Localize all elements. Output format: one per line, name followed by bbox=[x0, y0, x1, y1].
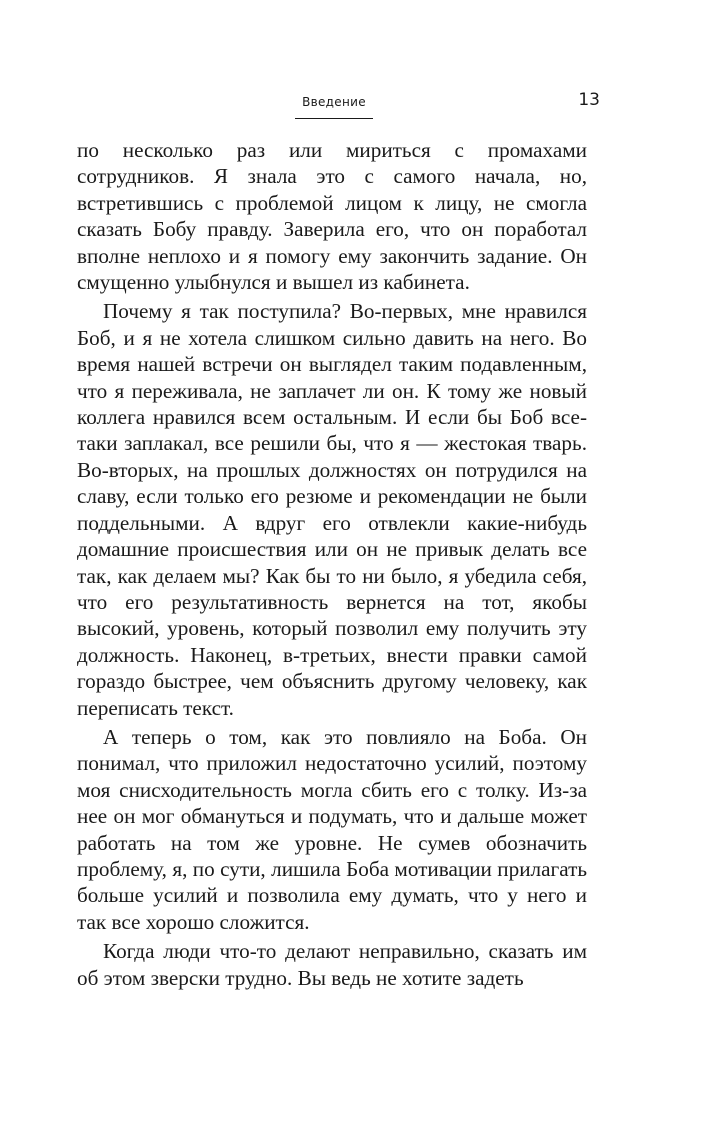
paragraph-4: Когда люди что-то делают неправильно, сказать им об этом зверски трудно. Вы ведь не хотите задеть bbox=[77, 939, 587, 990]
paragraph-1: по несколько раз или мириться с промахами сотрудников. Я знала это с самого начала, но, встретившись с проблемой лицом к лицу, не смогла сказать Бобу правду. Заверила его, что он поработал вполне неплохо и я помогу ему закончить задание. Он смущенно улыбнулся и вышел из кабинета. bbox=[77, 138, 587, 295]
page-number: 13 bbox=[578, 90, 600, 110]
paragraph-2: Почему я так поступила? Во-первых, мне нравился Боб, и я не хотела слишком сильно давить на него. Во время нашей встречи он выглядел таким подавленным, что я переживала, не заплачет ли он. К тому же новый коллега нравился всем остальным. И если бы Боб все-таки заплакал, все решили бы, что я — жестокая тварь. Во-вторых, на прошлых должностях он потрудился на славу, если только его резюме и рекомендации не были поддельными. А вдруг его отвлекли какие-нибудь домашние происшествия или он не привык делать все так, как делаем мы? Как бы то ни было, я убедила себя, что его результативность вернется на тот, якобы высокий, уровень, который позволил ему получить эту должность. Наконец, в-третьих, внести правки самой гораздо быстрее, чем объяснить другому человеку, как переписать текст. bbox=[77, 299, 587, 720]
running-head-rule bbox=[295, 118, 373, 119]
running-head: Введение bbox=[302, 95, 366, 109]
body-text bbox=[77, 137, 587, 991]
paragraph-3: А теперь о том, как это повлияло на Боба. Он понимал, что приложил недостаточно усилий, поэтому моя снисходительность могла сбить его с толку. Из-за нее он мог обмануться и подумать, что и дальше может работать на том же уровне. Не сумев обозначить проблему, я, по сути, лишила Боба мотивации прилагать больше усилий и позволила ему думать, что у него и так все хорошо сложится. bbox=[77, 724, 587, 934]
